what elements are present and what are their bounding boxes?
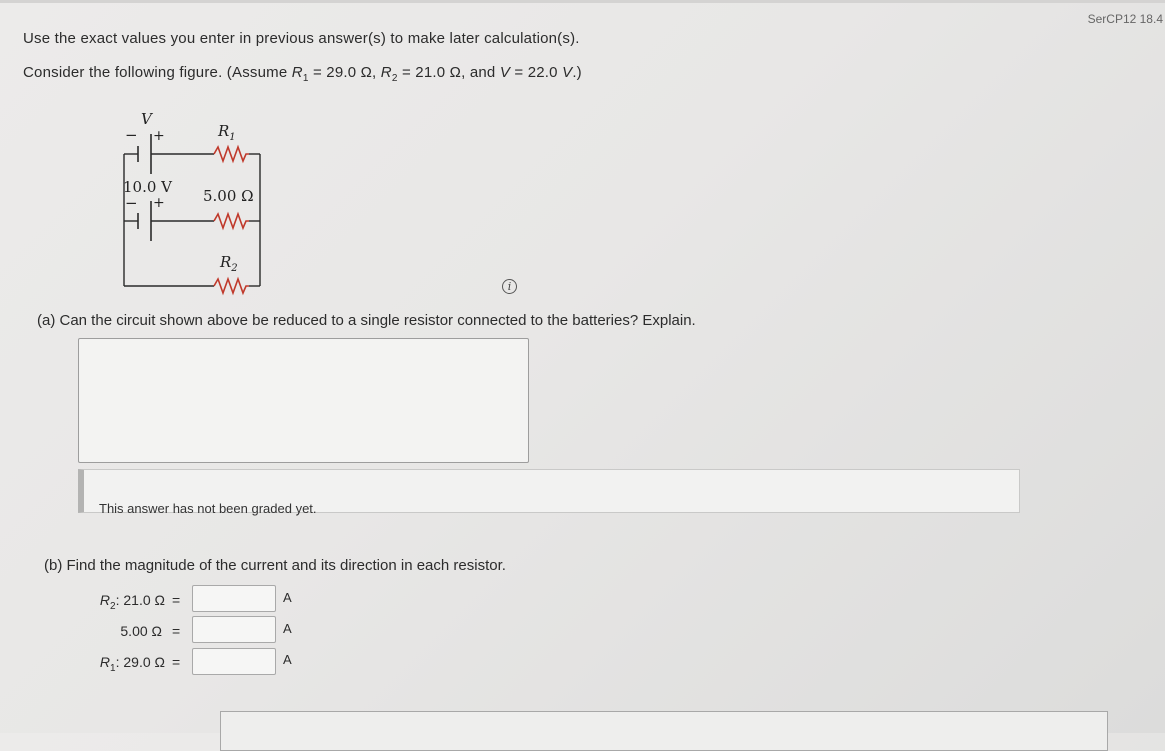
row-r1-label: $R_1$: 29.0 Ω: [99, 654, 165, 674]
resistor-5ohm-symbol: [214, 214, 249, 228]
row-r2-label: $R_2$: 21.0 Ω: [99, 592, 165, 612]
current-r2-input[interactable]: [192, 585, 276, 612]
r1-label: $R_1$: [218, 122, 236, 143]
battery-10v-minus: −: [125, 194, 138, 212]
grading-status-box: [78, 469, 1020, 516]
problem-reference: SerCP12 18.4: [1087, 12, 1163, 26]
row-5ohm-label: 5.00 Ω: [120, 623, 162, 639]
grading-status-text: This answer has not been graded yet.: [99, 501, 317, 516]
circuit-diagram: [110, 108, 270, 298]
current-5ohm-input[interactable]: [192, 616, 276, 643]
battery-10v-plus: +: [153, 195, 165, 211]
battery-10v-symbol: [138, 201, 151, 241]
middle-resistor-label: 5.00 Ω: [203, 187, 254, 205]
resistor-r2-symbol: [214, 279, 249, 293]
part-a-answer-textarea[interactable]: [78, 338, 529, 463]
part-a-question: (a) Can the circuit shown above be reduced to a single resistor connected to the batteries? Explain.: [37, 312, 696, 329]
row-r2-unit: A: [283, 590, 292, 605]
battery-v-symbol: [138, 134, 151, 174]
battery-v-plus: +: [153, 128, 165, 144]
top-divider: [0, 0, 1165, 3]
battery-v-minus: −: [125, 126, 138, 144]
resistor-r1-symbol: [214, 147, 249, 161]
instruction-text: Use the exact values you enter in previous answer(s) to make later calculation(s).: [23, 30, 580, 47]
r2-label: $R_2$: [220, 253, 238, 274]
figure-assumptions: Consider the following figure. (Assume $R_1 = 29.0$ Ω, $R_2 = 21.0$ Ω, and V = 22.0 V.): [23, 64, 582, 84]
info-icon[interactable]: i: [502, 279, 517, 294]
row-r1-equals: =: [172, 654, 181, 670]
row-r1-unit: A: [283, 652, 292, 667]
part-b-question: (b) Find the magnitude of the current and its direction in each resistor.: [44, 557, 506, 574]
battery-10v-label: 10.0 V: [123, 178, 172, 196]
row-r2-equals: =: [172, 592, 181, 608]
next-answer-box[interactable]: [220, 711, 1108, 751]
row-5ohm-equals: =: [172, 623, 181, 639]
current-r1-input[interactable]: [192, 648, 276, 675]
battery-v-label: V: [141, 110, 152, 128]
row-5ohm-unit: A: [283, 621, 292, 636]
